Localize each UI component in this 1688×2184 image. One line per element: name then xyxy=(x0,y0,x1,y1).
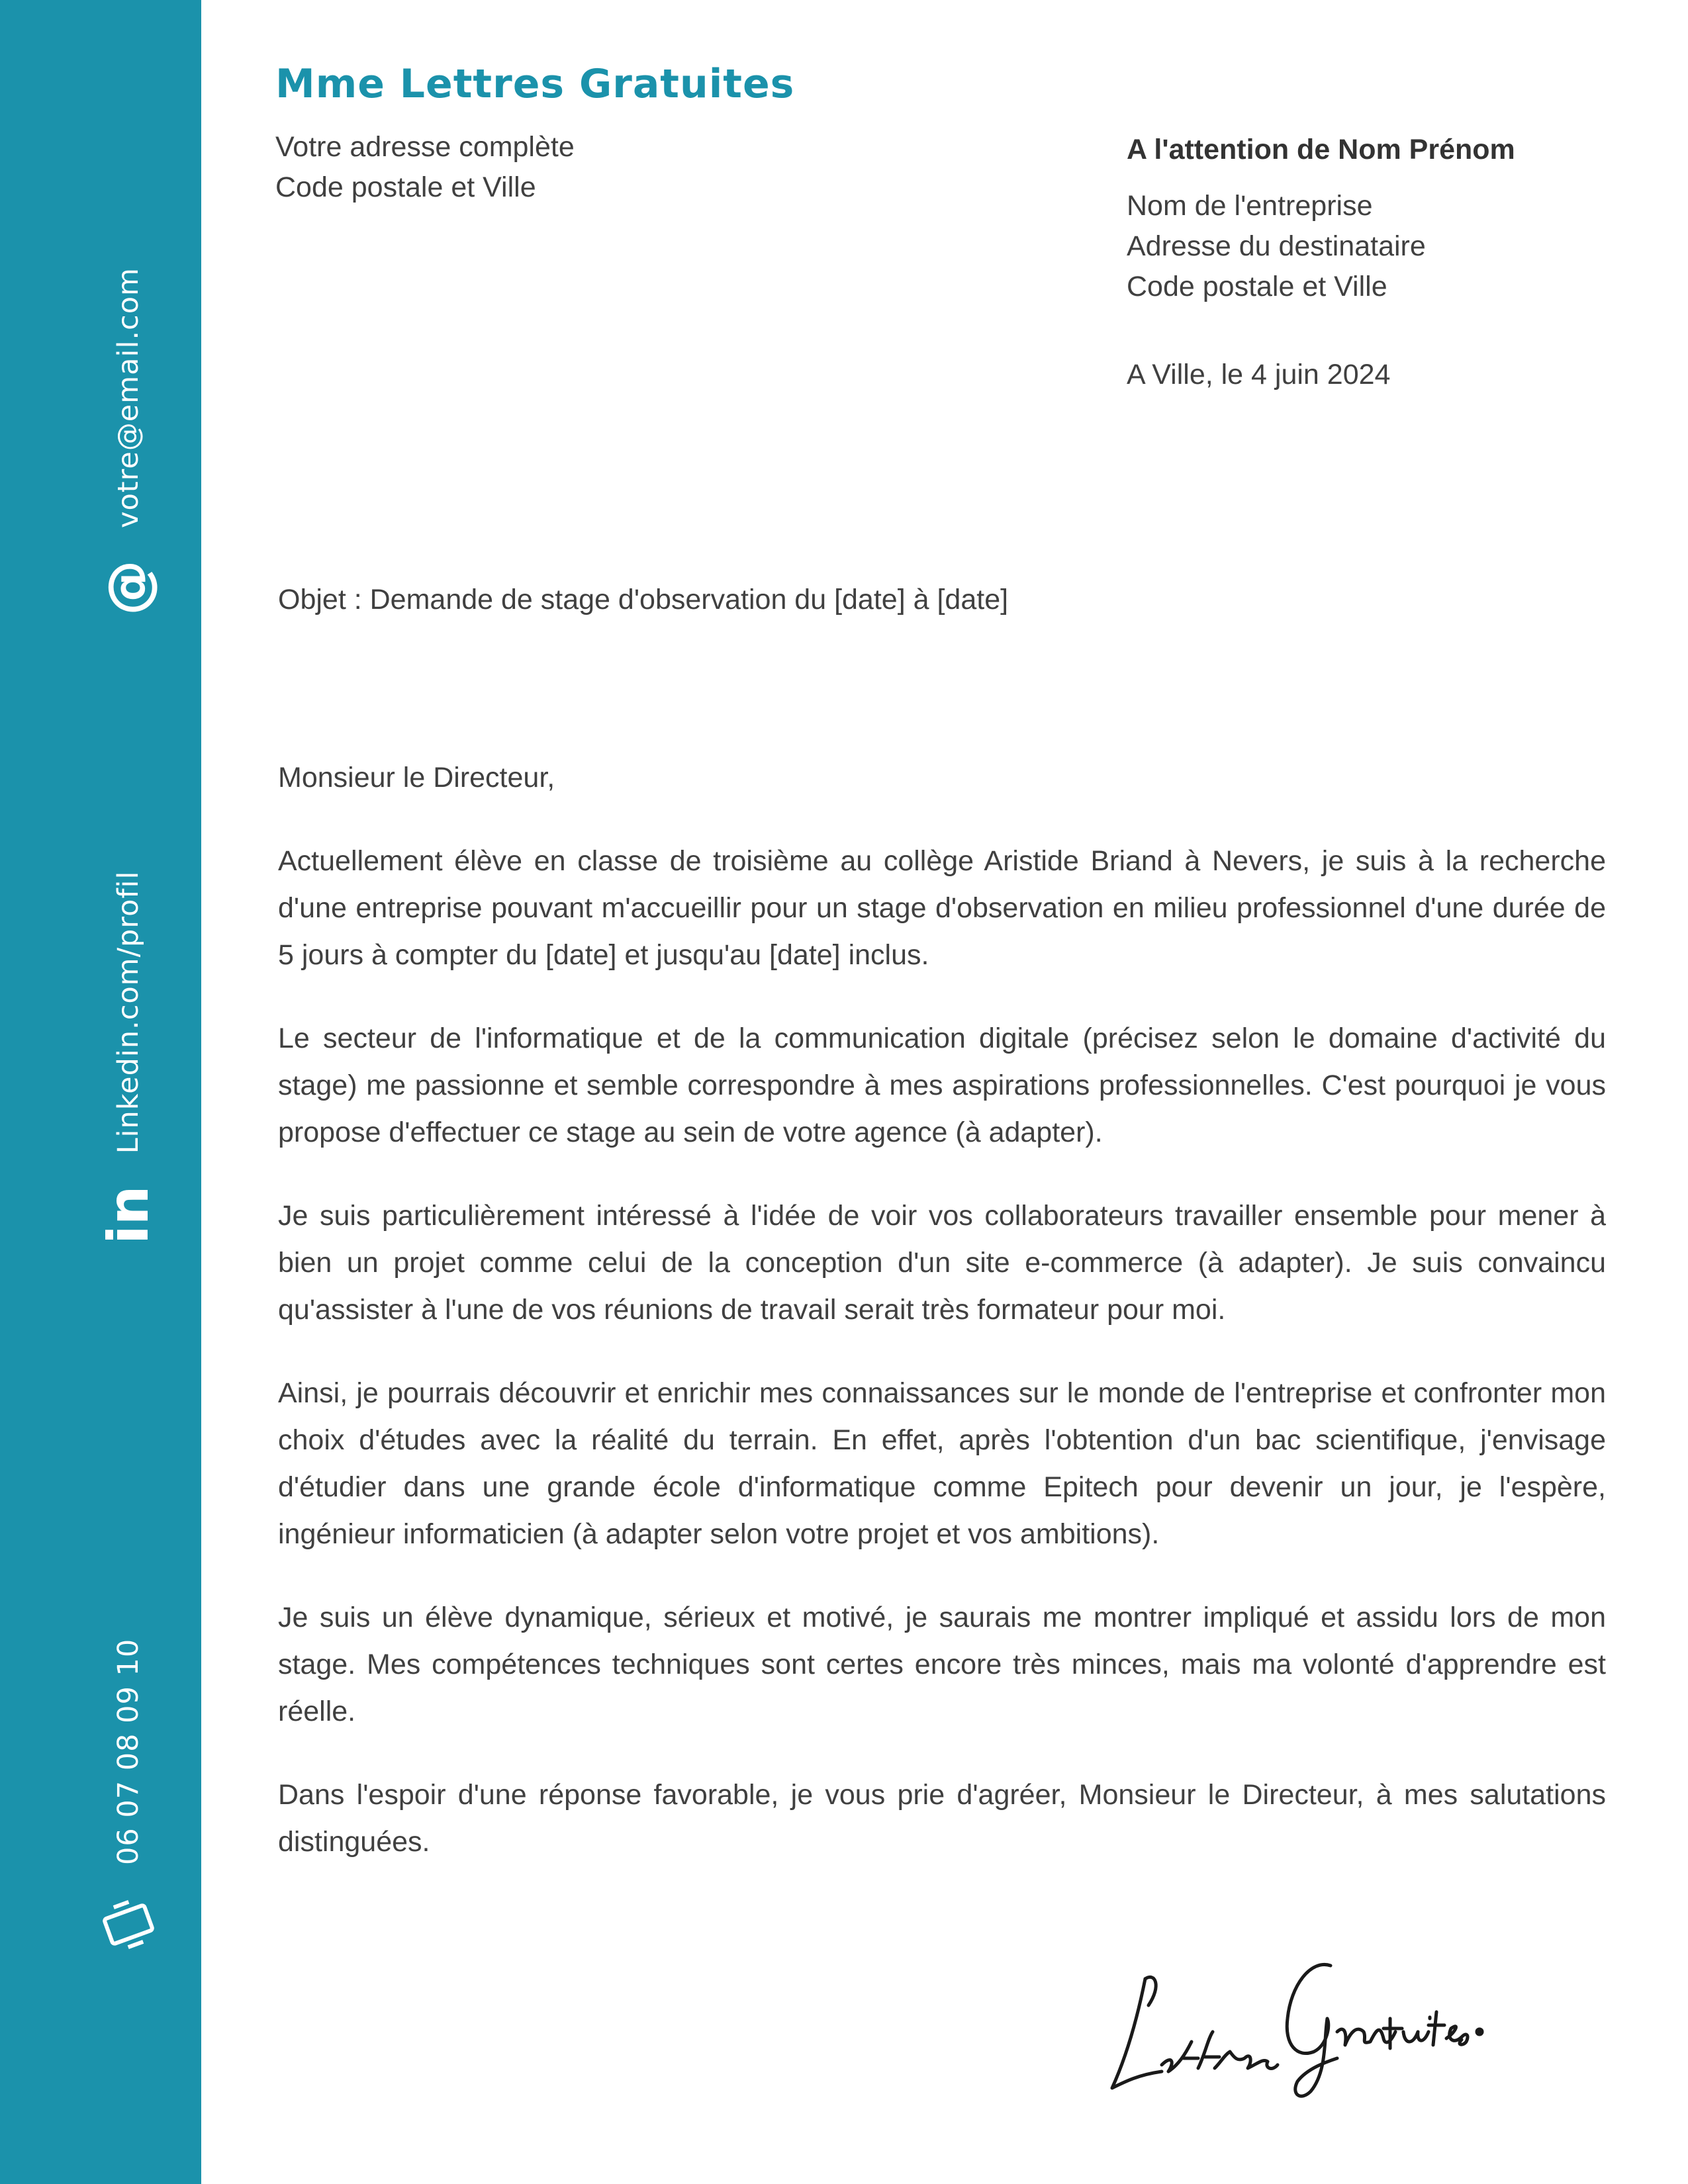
sender-name: Mme Lettres Gratuites xyxy=(275,61,795,107)
email-text: votre@email.com xyxy=(112,267,145,528)
letter-paragraph: Actuellement élève en classe de troisième au collège Aristide Briand à Nevers, je suis à la recherche d'une entreprise pouvant m'accueillir pour un stage d'observation en milieu professionnel d'une durée de 5 jours à compter du [date] et jusqu'au [date] inclus. xyxy=(278,845,1606,971)
phone-text: 06 07 08 09 10 xyxy=(112,1638,145,1865)
linkedin-icon: in xyxy=(96,1185,161,1244)
handwritten-signature xyxy=(1099,1933,1496,2105)
recipient-attention: A l'attention de Nom Prénom xyxy=(1127,134,1515,165)
letter-paragraph: Dans l'espoir d'une réponse favorable, je vous prie d'agréer, Monsieur le Directeur, à mes salutations distinguées. xyxy=(278,1779,1606,1858)
phone-icon xyxy=(101,1897,156,1952)
sender-address xyxy=(275,127,575,208)
recipient-block xyxy=(1127,130,1515,395)
letter-salutation: Monsieur le Directeur, xyxy=(278,762,555,794)
linkedin-contact xyxy=(96,870,161,1244)
recipient-address: Adresse du destinataire xyxy=(1127,230,1426,262)
letter-paragraph: Je suis un élève dynamique, sérieux et motivé, je saurais me montrer impliqué et assidu lors de mon stage. Mes compétences techniques sont certes encore très minces, mais ma volonté d'apprendre est réelle. xyxy=(278,1602,1606,1727)
sender-address-line2: Code postale et Ville xyxy=(275,171,536,203)
linkedin-text: Linkedin.com/profil xyxy=(112,870,145,1154)
recipient-city: Code postale et Ville xyxy=(1127,271,1387,302)
letter-body xyxy=(278,754,1606,1902)
letter-date: A Ville, le 4 juin 2024 xyxy=(1127,359,1391,390)
contact-sidebar xyxy=(0,0,201,2184)
letter-paragraph: Ainsi, je pourrais découvrir et enrichir mes connaissances sur le monde de l'entreprise et confronter mon choix d'études avec la réalité du terrain. En effet, après l'obtention d'un bac scientifique, j'envisage d'étudier dans une grande école d'informatique comme Epitech pour devenir un jour, je l'espère, ingénieur informaticien (à adapter selon votre projet et vos ambitions). xyxy=(278,1377,1606,1550)
at-icon: @ xyxy=(96,560,161,615)
email-contact xyxy=(96,267,161,615)
letter-paragraph: Je suis particulièrement intéressé à l'idée de voir vos collaborateurs travailler ensemble pour mener à bien un projet comme celui de la conception d'un site e-commerce (à adapter). Je suis convaincu qu'assister à l'une de vos réunions de travail serait très formateur pour moi. xyxy=(278,1200,1606,1326)
recipient-company: Nom de l'entreprise xyxy=(1127,190,1373,222)
phone-contact xyxy=(101,1639,156,1952)
sender-address-line1: Votre adresse complète xyxy=(275,131,575,163)
letter-paragraph: Le secteur de l'informatique et de la communication digitale (précisez selon le domaine d'activité du stage) me passionne et semble correspondre à mes aspirations professionnelles. C'est pourquoi je vous propose d'effectuer ce stage au sein de votre agence (à adapter). xyxy=(278,1023,1606,1148)
letter-subject: Objet : Demande de stage d'observation du [date] à [date] xyxy=(278,584,1009,615)
